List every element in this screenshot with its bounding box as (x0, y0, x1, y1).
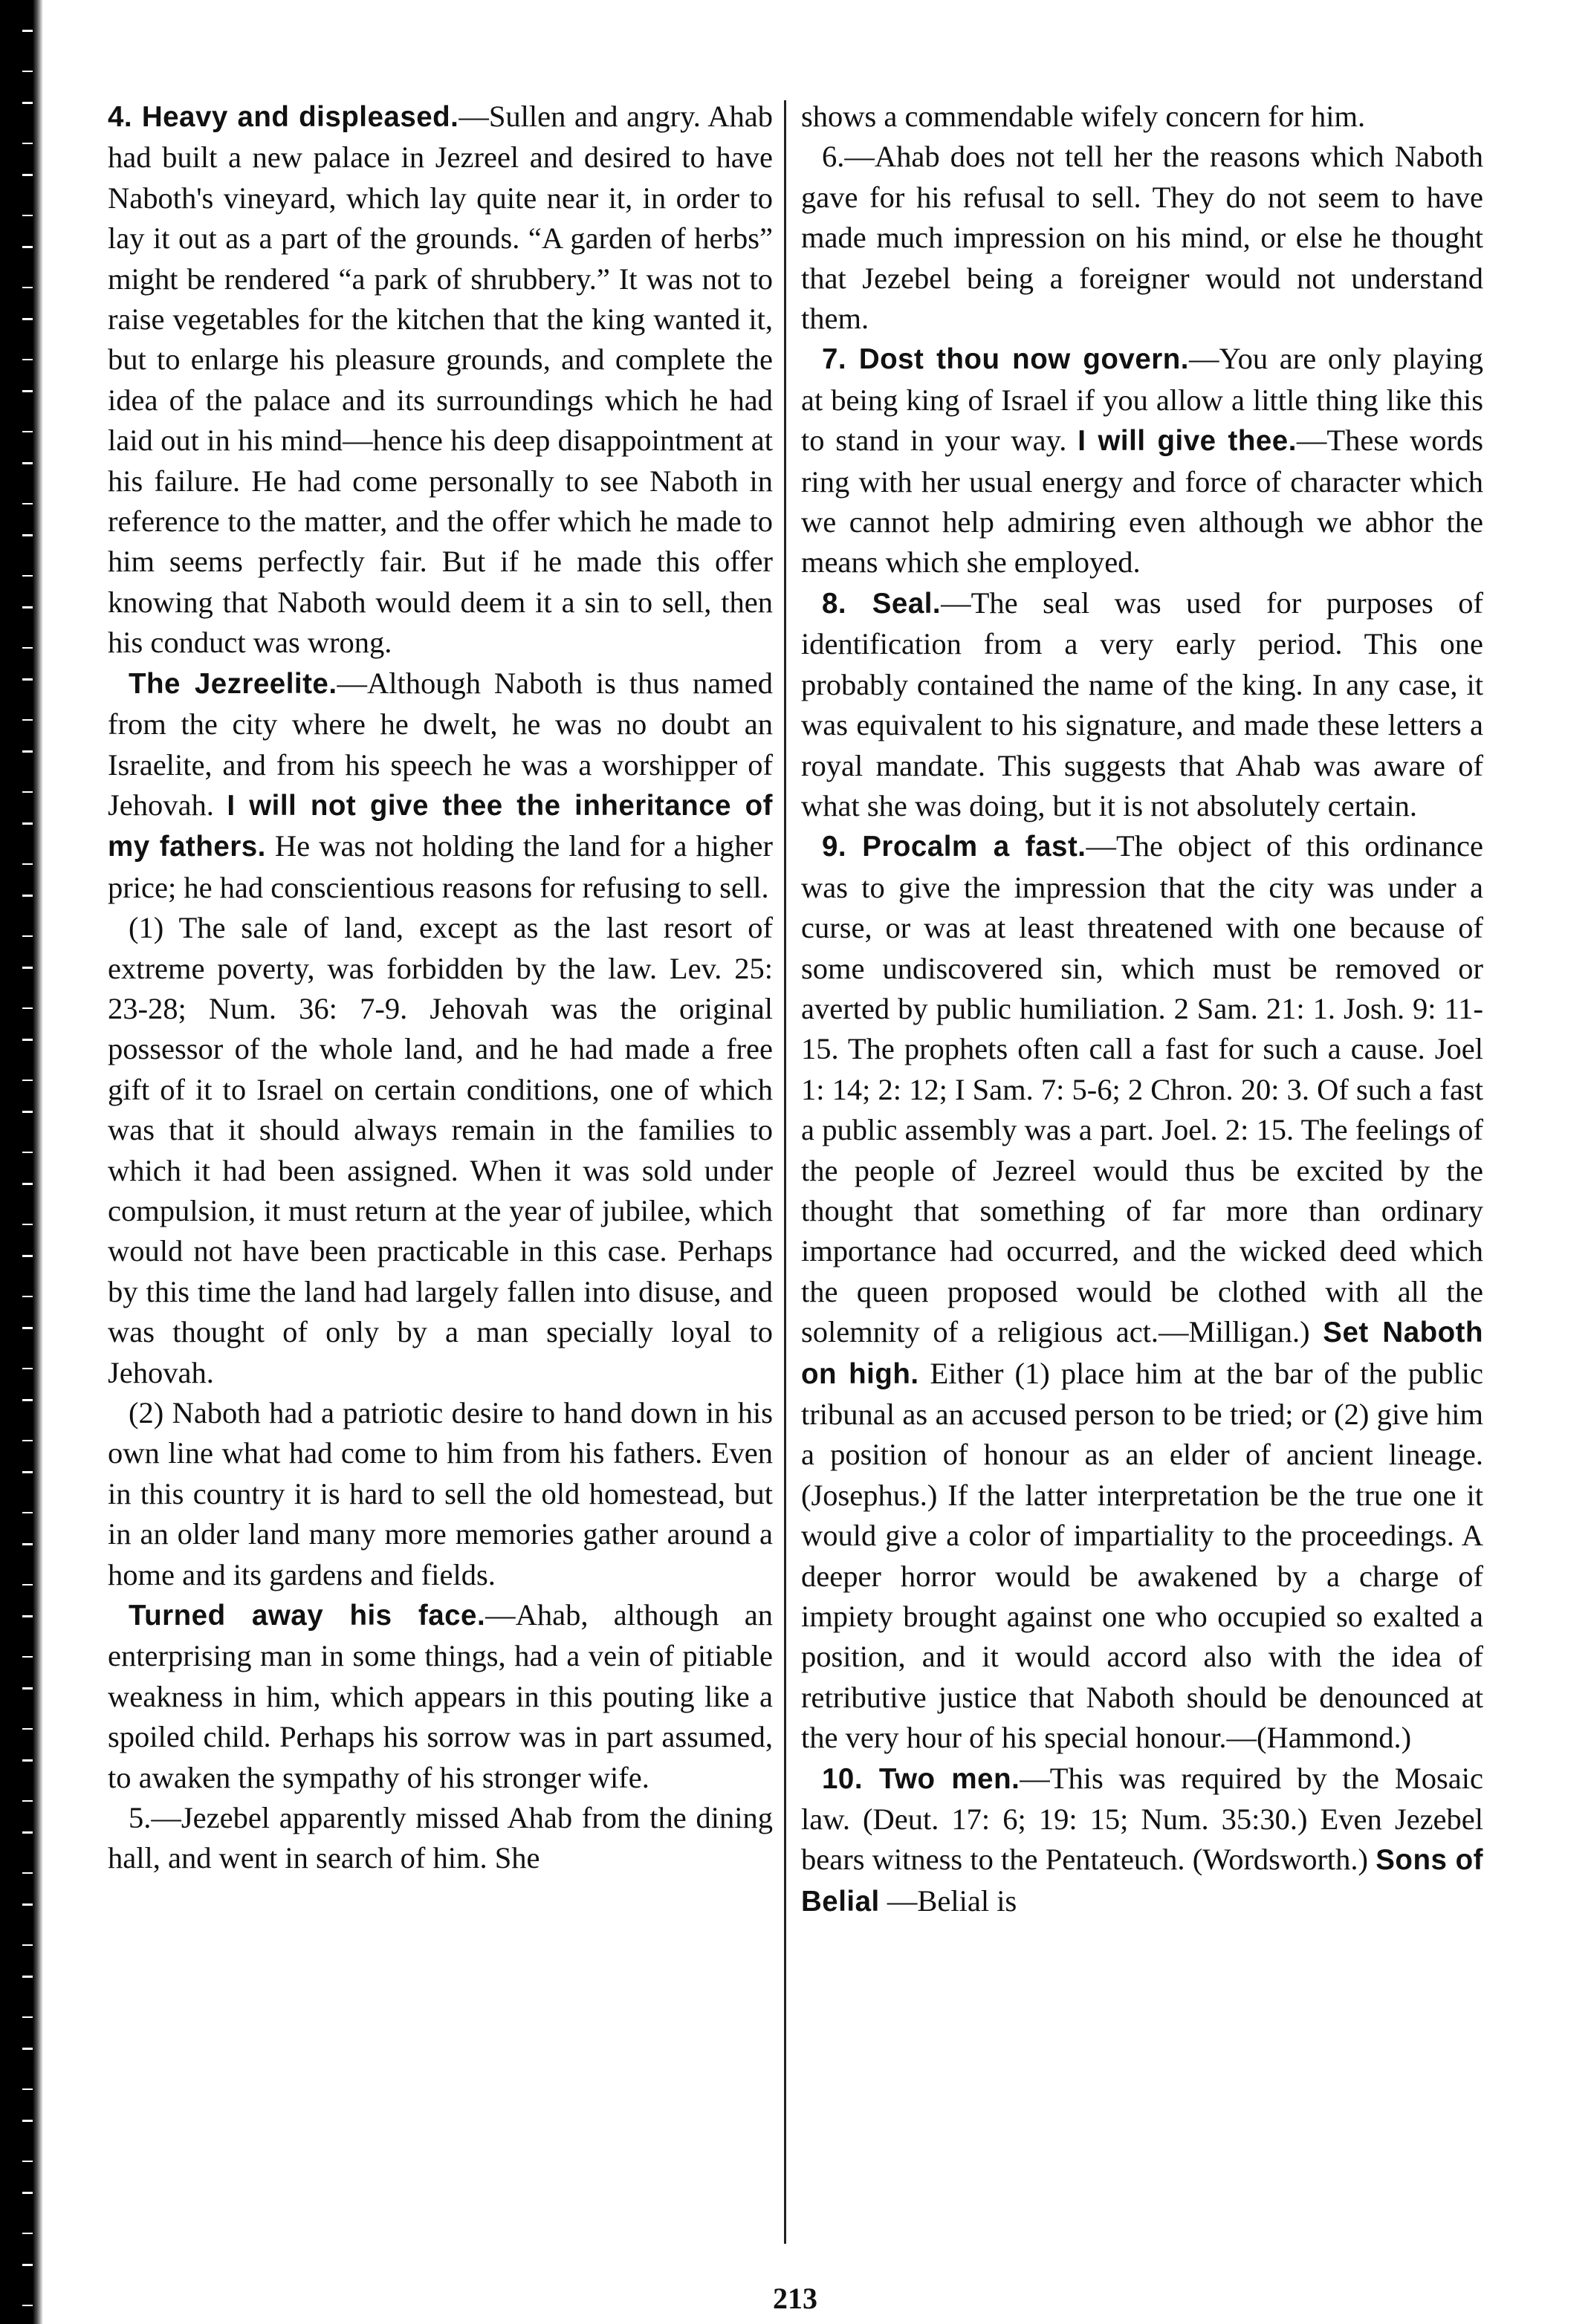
column-divider (784, 100, 786, 2244)
book-binding-edge (0, 0, 43, 2324)
paragraph (108, 908, 773, 1393)
paragraph (108, 1798, 773, 1879)
commentary-text: —These words ring with her usual energy and force of character which we cannot help admiring even although we abhor the means which she employed. (801, 423, 1484, 580)
paragraph (801, 339, 1483, 582)
commentary-text: —Although Naboth is thus named from the city where he dwelt, he was no doubt an Israelite, and from his speech he was a worshipper of Jehovah. (108, 666, 773, 822)
lemma-heading: The Jezreelite. (129, 667, 337, 700)
commentary-text: —Belial is (879, 1883, 1017, 1918)
lemma-heading: Set Naboth on high. (801, 1317, 1484, 1390)
paragraph (801, 583, 1483, 826)
commentary-text: (1) The sale of land, except as the last resort of extreme poverty, was forbidden by the law. Lev. 25: 23-28; Num. 36: 7-9. Jehovah was the original possessor of the whole land, and he had made a free gift of it to Israel on certain conditions, one of which was that it should always remain in the families to which it had been assigned. When it was sold under compulsion, it must return at the year of jubilee, which would not have been practicable in this case. Perhaps by this time the land had largely fallen into disuse, and was thought of only by a man specially loyal to Jehovah. (108, 911, 773, 1389)
commentary-text: —The seal was used for purposes of identification from a very early period. This one probably contained the name of the king. In any case, it was equivalent to his signature, and made these letters a royal mandate. This suggests that Ahab was aware of what she was doing, but it is not absolutely certain. (801, 585, 1483, 822)
paragraph (108, 663, 773, 908)
commentary-text: —Ahab, although an enterprising man in some things, had a vein of pitiable weakness in him, which appears in this pouting like a spoiled child. Perhaps his sorrow was in part assumed, to awaken the sympathy of his stronger wife. (108, 1598, 773, 1794)
lemma-heading: I will give thee. (1078, 425, 1297, 458)
commentary-text: —You are only playing at being king of Israel if you allow a little thing like this to stand in your way. (801, 342, 1483, 458)
commentary-text: 5.—Jezebel apparently missed Ahab from the dining hall, and went in search of him. She (108, 1801, 773, 1875)
lemma-heading: Turned away his face. (129, 1600, 486, 1632)
commentary-text: —This was required by the Mosaic law. (Deut. 17: 6; 19: 15; Num. 35:30.) Even Jezebel bears witness to the Pentateuch. (Wordsworth.) (801, 1761, 1483, 1877)
commentary-text: (2) Naboth had a patriotic desire to hand down in his own line what had come to him from his fathers. Even in this country it is hard to sell the old homestead, but in an older land many more memories gather around a home and its gardens and fields. (108, 1396, 773, 1591)
commentary-text: shows a commendable wifely concern for him. (801, 100, 1366, 133)
page-number: 213 (773, 2282, 817, 2315)
commentary-text: —Sullen and angry. Ahab had built a new palace in Jezreel and desired to have Naboth's vineyard, which lay quite near it, in order to lay it out as a part of the grounds. “A garden of herbs” might be rendered “a park of shrubbery.” It was not to raise vegetables for the kitchen that the king wanted it, but to enlarge his pleasure grounds, and complete the idea of the palace and its surroundings which he had laid out in his mind—hence his deep disappointment at his failure. He had come personally to see Naboth in reference to the matter, and the offer which he made to him seems perfectly fair. But if he made this offer knowing that Naboth would deem it a sin to sell, then his conduct was wrong. (108, 100, 773, 660)
lemma-heading: 7. Dost thou now govern. (822, 343, 1189, 376)
lemma-heading: 9. Procalm a fast. (822, 831, 1086, 863)
lemma-heading: 8. Seal. (822, 587, 942, 620)
commentary-text: —The object of this ordinance was to give the impression that the city was under a curse, or was at least threatened with one because of some undiscovered sin, which must be removed or averted by public humiliation. 2 Sam. 21: 1. Josh. 9: 11-15. The prophets often call a fast for such a cause. Joel 1: 14; 2: 12; I Sam. 7: 5-6; 2 Chron. 20: 3. Of such a fast a public assembly was a part. Joel. 2: 15. The feelings of the people of Jezreel would thus be excited by the thought that something of far more than ordinary importance had occurred, and the wicked deed which the queen proposed would be clothed with all the solemnity of a religious act.—Milligan.) (801, 829, 1483, 1349)
paragraph (108, 1393, 773, 1595)
paragraph (108, 1595, 773, 1798)
lemma-heading: 10. Two men. (822, 1762, 1020, 1795)
left-column (108, 97, 773, 1879)
commentary-text: Either (1) place him at the bar of the public tribunal as an accused person to be tried; or (2) give him a position of honour as an elder of ancient lineage. (Josephus.) If the latter interpretation be the true one it would give a color of impartiality to the proceedings. A deeper horror would be awakened by a charge of impiety brought against one who occupied so exalted a position, and it would accord also with the idea of retributive justice that Naboth should be denounced at the very hour of his special honour.—(Hammond.) (801, 1356, 1483, 1755)
right-column (801, 97, 1483, 1922)
lemma-heading: Sons of Belial (801, 1844, 1483, 1918)
commentary-text: 6.—Ahab does not tell her the reasons which Naboth gave for his refusal to sell. They do not seem to have made much impression on his mind, or else he thought that Jezebel being a foreigner would not understand them. (801, 140, 1483, 336)
paragraph (801, 826, 1483, 1758)
lemma-heading: I will not give thee the inheritance of my fathers. (108, 789, 773, 863)
paragraph (801, 137, 1483, 339)
commentary-text: He was not holding the land for a higher price; he had conscientious reasons for refusing to sell. (108, 829, 773, 904)
paragraph (801, 1759, 1483, 1923)
lemma-heading: 4. Heavy and displeased. (108, 101, 459, 133)
paragraph (801, 97, 1483, 137)
paragraph (108, 97, 773, 663)
